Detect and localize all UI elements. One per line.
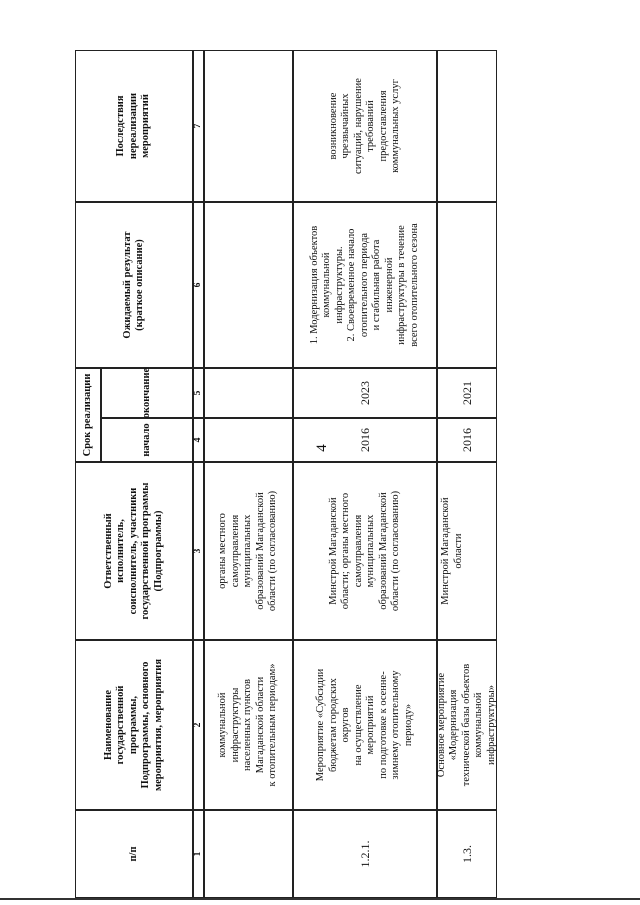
table-row-1-2-1-executor: Минстрой Магаданской области; органы местного самоуправления муниципальных образований Магаданской области (по согласованию) — [293, 462, 437, 640]
table-row-1-2-1-result: 1. Модернизация объектов коммунальной инфраструктуры. 2. Своевременное начало отопительного периода и стабильная работа инженерной инфраструктуры в течение всего отопительного сезона — [293, 202, 437, 368]
table-row-continuation-start — [204, 418, 293, 462]
column-number-3: 3 — [193, 462, 204, 640]
table-row-continuation-number — [204, 810, 293, 898]
header-expected-result: Ожидаемый результат (краткое описание) — [75, 202, 193, 368]
column-number-6: 6 — [193, 202, 204, 368]
table-row-1-3-result — [437, 202, 497, 368]
header-consequences: Последствия нереализации мероприятий — [75, 50, 193, 202]
header-executor: Ответственный исполнитель, соисполнитель, участники государственной программы (Подпрограммы) — [75, 462, 193, 640]
table-row-continuation-name: коммунальной инфраструктуры населенных пунктов Магаданской области к отопительным периодам» — [204, 640, 293, 810]
program-activities-table — [75, 50, 497, 898]
header-program-name: Наименование государственной программы, Подпрограммы, основного мероприятия, мероприятия — [75, 640, 193, 810]
column-number-5: 5 — [193, 368, 204, 418]
table-row-1-2-1-start: 2016 — [293, 418, 437, 462]
header-number: п/п — [75, 810, 193, 898]
page-bottom-rule — [0, 898, 640, 900]
table-row-1-3-number: 1.3. — [437, 810, 497, 898]
header-start: начало — [101, 418, 193, 462]
header-implementation-period: Срок реализации — [75, 368, 101, 462]
header-end: окончание — [101, 368, 193, 418]
column-number-1: 1 — [193, 810, 204, 898]
table-row-continuation-executor: органы местного самоуправления муниципальных образований Магаданской области (по согласованию) — [204, 462, 293, 640]
table-row-1-3-name: Основное мероприятие «Модернизация технической базы объектов коммунальной инфраструктуры» — [437, 640, 497, 810]
column-number-4: 4 — [193, 418, 204, 462]
table-row-1-3-start: 2016 — [437, 418, 497, 462]
table-row-continuation-end — [204, 368, 293, 418]
table-row-continuation-consequences — [204, 50, 293, 202]
table-row-1-3-end: 2021 — [437, 368, 497, 418]
table-row-1-3-executor: Минстрой Магаданской области — [437, 462, 497, 640]
table-row-1-2-1-consequences: возникновение чрезвычайных ситуаций, нарушение требований предоставления коммунальных услуг — [293, 50, 437, 202]
column-number-7: 7 — [193, 50, 204, 202]
table-row-1-3-consequences — [437, 50, 497, 202]
table-row-1-2-1-name: Мероприятие «Субсидии бюджетам городских округов на осуществление мероприятий по подготовке к осенне- зимнему отопительному периоду» — [293, 640, 437, 810]
table-row-continuation-result — [204, 202, 293, 368]
column-number-2: 2 — [193, 640, 204, 810]
table-row-1-2-1-end: 2023 — [293, 368, 437, 418]
page-number: 4 — [314, 444, 330, 452]
table-row-1-2-1-number: 1.2.1. — [293, 810, 437, 898]
